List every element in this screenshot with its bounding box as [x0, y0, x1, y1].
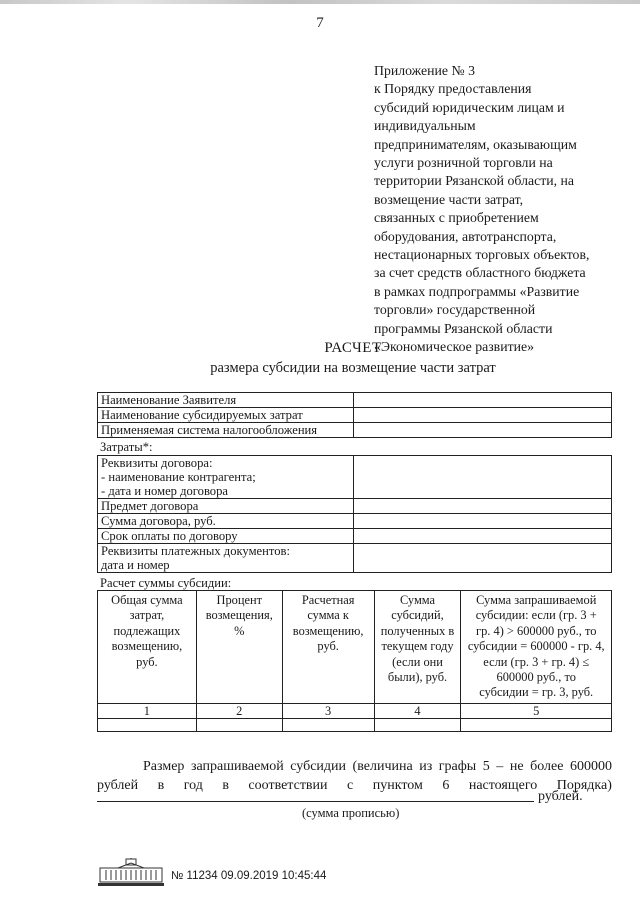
payment-term-label: Срок оплаты по договору: [98, 529, 354, 544]
subsidized-costs-value: [353, 408, 611, 423]
table-row: [98, 423, 612, 438]
subsidy-paragraph-line2: [97, 776, 612, 795]
value-cell: [282, 718, 374, 731]
value-cell: [196, 718, 282, 731]
contract-subject-value: [353, 499, 611, 514]
column-number: 1: [98, 703, 197, 718]
header-requested-subsidy: [461, 591, 612, 704]
header-line: Общая сумма: [111, 593, 183, 607]
appendix-line: предпринимателям, оказывающим: [374, 136, 577, 152]
requisites-line: Реквизиты договора:: [101, 456, 213, 470]
header-received-subsidies: [374, 591, 461, 704]
table-row: [98, 499, 612, 514]
header-line: субсидии: если (гр. 3 +: [475, 608, 597, 623]
empty-value-row: [98, 718, 612, 731]
header-line: субсидии = 600000 - гр. 4,: [467, 639, 605, 654]
column-number: 2: [196, 703, 282, 718]
appendix-line: за счет средств областного бюджета: [374, 265, 586, 281]
page-number: 7: [316, 15, 324, 31]
table-row: [98, 544, 612, 573]
requisites-line: - наименование контрагента;: [101, 470, 256, 484]
header-line: субсидии = гр. 3, руб.: [479, 685, 594, 700]
appendix-line: услуги розничной торговли на: [374, 155, 553, 171]
tax-system-value: [353, 423, 611, 438]
paragraph-word: соответствии: [248, 778, 328, 793]
paragraph-word: настоящего: [468, 778, 538, 793]
registration-stamp: [171, 870, 326, 882]
header-line: затрат,: [129, 608, 165, 623]
header-line: 600000 руб., то: [496, 670, 576, 685]
header-line: возмещения,: [205, 608, 273, 623]
header-line: руб.: [317, 639, 339, 654]
appendix-line: программы Рязанской области: [374, 320, 553, 336]
header-line: руб.: [136, 654, 158, 669]
header-line: субсидий,: [391, 608, 444, 623]
appendix-line: индивидуальным: [374, 118, 476, 134]
appendix-line: субсидий юридическим лицам и: [374, 99, 565, 115]
table-row: [98, 456, 612, 499]
registration-datetime: 09.09.2019 10:45:44: [220, 870, 327, 882]
appendix-line: в рамках подпрограммы «Развитие: [374, 283, 580, 299]
header-line: Сумма: [399, 593, 436, 607]
header-line: подлежащих: [113, 623, 181, 638]
scan-top-edge: [0, 0, 640, 4]
costs-label: Затраты*:: [100, 440, 153, 454]
applicant-table: [97, 392, 612, 438]
column-number: 5: [461, 703, 612, 718]
applicant-name-label: Наименование Заявителя: [98, 393, 354, 408]
tax-system-label: Применяемая система налогообложения: [98, 423, 354, 438]
table-header-row: [98, 591, 612, 704]
contract-subject-label: Предмет договора: [98, 499, 354, 514]
header-line: гр. 4) > 600000 руб., то: [476, 623, 597, 638]
applicant-name-value: [353, 393, 611, 408]
appendix-line: оборудования, автотранспорта,: [374, 228, 557, 244]
header-line: возмещению,: [292, 623, 364, 638]
value-cell: [461, 718, 612, 731]
paragraph-word: с: [347, 778, 354, 793]
payment-term-value: [353, 529, 611, 544]
header-line: Расчетная: [301, 593, 355, 607]
column-number-row: [98, 703, 612, 718]
appendix-line: «Экономическое развитие»: [374, 339, 535, 355]
paragraph-word: в: [222, 778, 229, 793]
header-calculated-amount: [282, 591, 374, 704]
column-number: 3: [282, 703, 374, 718]
subsidy-paragraph-line1: Размер запрашиваемой субсидии (величина из графы 5 – не более 600000: [143, 759, 612, 774]
paragraph-word: год: [183, 778, 203, 793]
payment-docs-value: [353, 544, 611, 573]
paragraph-word: рублей: [97, 778, 139, 793]
contract-amount-value: [353, 514, 611, 529]
contract-amount-label: Сумма договора, руб.: [98, 514, 354, 529]
document-title: РАСЧЕТ: [324, 340, 382, 356]
table-row: [98, 529, 612, 544]
appendix-line: возмещение части затрат,: [374, 191, 524, 207]
table-row: [98, 408, 612, 423]
header-line: текущем году: [381, 639, 454, 654]
payment-docs-line: дата и номер: [101, 558, 170, 572]
contract-table: [97, 455, 612, 573]
appendix-line: торговли» государственной: [374, 302, 536, 318]
appendix-line: связанных с приобретением: [374, 210, 539, 226]
paragraph-word: 6: [442, 778, 450, 793]
header-line: возмещению,: [111, 639, 183, 654]
calculation-label: Расчет суммы субсидии:: [100, 576, 232, 590]
sum-in-words-line: [97, 801, 534, 802]
value-cell: [374, 718, 461, 731]
appendix-line: Приложение № 3: [374, 63, 476, 78]
header-line: полученных в: [380, 623, 455, 638]
table-row: [98, 514, 612, 529]
calculation-table: [97, 590, 612, 732]
payment-docs-label: [98, 544, 354, 573]
header-total-costs: [98, 591, 197, 704]
contract-requisites-label: [98, 456, 354, 499]
requisites-line: - дата и номер договора: [101, 484, 228, 498]
subsidized-costs-label: Наименование субсидируемых затрат: [98, 408, 354, 423]
sum-in-words-caption: (сумма прописью): [302, 806, 400, 820]
header-line: Сумма запрашиваемой: [476, 593, 597, 607]
contract-requisites-value: [353, 456, 611, 499]
paragraph-word: Порядка): [556, 778, 612, 793]
header-line: %: [234, 623, 245, 638]
building-logo-graphic: [96, 858, 166, 888]
header-line: если (гр. 3 + гр. 4) ≤: [483, 654, 590, 669]
table-row: [98, 393, 612, 408]
appendix-line: к Порядку предоставления: [374, 81, 532, 97]
payment-docs-line: Реквизиты платежных документов:: [101, 544, 290, 558]
paragraph-word: пунктом: [372, 778, 423, 793]
appendix-line: нестационарных торговых объектов,: [374, 247, 590, 263]
appendix-line: территории Рязанской области, на: [374, 173, 575, 189]
registration-number: № 11234: [171, 870, 218, 882]
paragraph-word: в: [157, 778, 165, 793]
sum-currency-label: рублей.: [538, 789, 583, 804]
header-line: сумма к: [307, 608, 349, 623]
value-cell: [98, 718, 197, 731]
header-line: Процент: [216, 593, 263, 607]
appendix-header: [374, 62, 614, 357]
header-line: были), руб.: [387, 670, 448, 685]
building-logo-icon: [96, 858, 166, 888]
header-line: (если они: [392, 654, 443, 669]
column-number: 4: [374, 703, 461, 718]
header-percent: [196, 591, 282, 704]
document-subtitle: размера субсидии на возмещение части затрат: [210, 360, 496, 376]
